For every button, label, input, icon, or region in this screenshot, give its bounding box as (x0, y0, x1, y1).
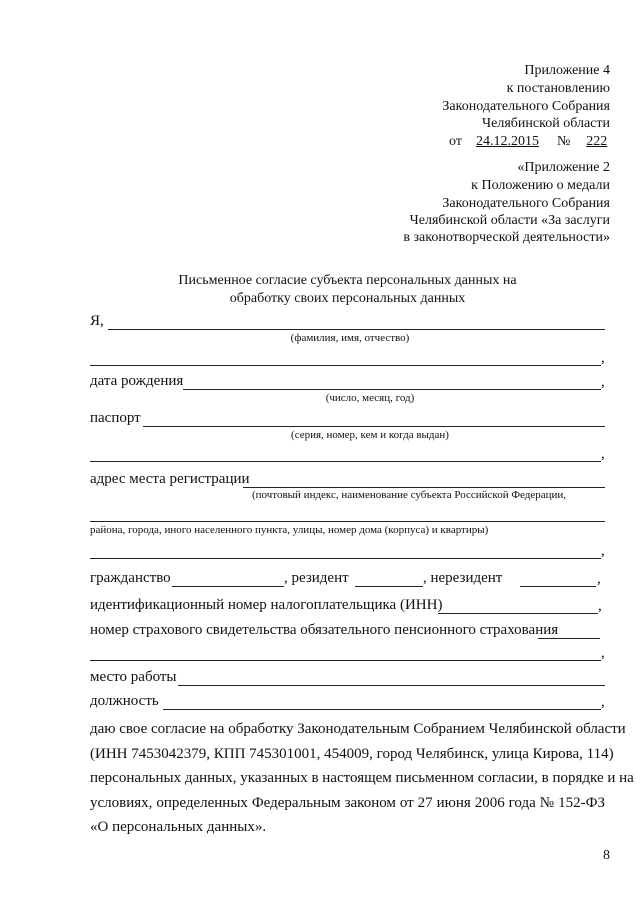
resident-field[interactable] (355, 586, 423, 587)
inn-label: идентификационный номер налогоплательщика (ИНН) (90, 597, 443, 613)
snils-field[interactable] (538, 638, 600, 639)
appendix4-line4: Челябинской области (482, 116, 610, 131)
passport-field[interactable] (143, 426, 605, 427)
snils-continuation-field[interactable] (90, 660, 601, 661)
from-label: от (449, 134, 462, 149)
citizenship-field[interactable] (172, 586, 284, 587)
birth-date-label: дата рождения (90, 373, 184, 389)
i-label: Я, (90, 313, 104, 329)
nonresident-label: , нерезидент (423, 570, 503, 586)
consent-line-1: даю свое согласие на обработку Законодательным Собранием Челябинской области (90, 721, 626, 737)
comma: , (601, 374, 605, 390)
address-continuation-field-2[interactable] (90, 558, 601, 559)
address-continuation-field[interactable] (90, 521, 605, 522)
address-hint-2: района, города, иного населенного пункта, улицы, номер дома (корпуса) и квартиры) (90, 524, 489, 536)
number-label: № (556, 134, 571, 149)
passport-continuation-field[interactable] (90, 461, 601, 462)
resolution-date: 24.12.2015 (475, 134, 539, 149)
page-number: 8 (603, 848, 610, 863)
passport-hint: (серия, номер, кем и когда выдан) (291, 429, 449, 441)
consent-paragraph (90, 717, 634, 840)
comma: , (601, 645, 605, 661)
workplace-label: место работы (90, 669, 177, 685)
resolution-number: 222 (586, 134, 608, 149)
position-field[interactable] (163, 709, 601, 710)
nonresident-field[interactable] (520, 586, 596, 587)
appendix4-title: Приложение 4 (524, 63, 610, 78)
snils-label: номер страхового свидетельства обязательного пенсионного страхования (90, 622, 559, 638)
document-title-line1: Письменное согласие субъекта персональных данных на (178, 273, 517, 288)
address-hint-1: (почтовый индекс, наименование субъекта Российской Федерации, (252, 489, 567, 501)
comma: , (601, 543, 605, 559)
address-label: адрес места регистрации (90, 471, 250, 487)
appendix4-line2: к постановлению (506, 81, 610, 96)
consent-line-2: (ИНН 7453042379, КПП 745301001, 454009, город Челябинск, улица Кирова, 114) (90, 745, 614, 762)
appendix4-line3: Законодательного Собрания (442, 99, 610, 114)
appendix2-title: «Приложение 2 (517, 160, 610, 175)
resident-label: , резидент (284, 570, 349, 586)
passport-label: паспорт (90, 410, 141, 426)
appendix2-line5: в законотворческой деятельности» (403, 230, 610, 245)
position-label: должность (90, 693, 159, 709)
appendix2-line2: к Положению о медали (471, 178, 610, 193)
comma: , (598, 598, 602, 614)
comma: , (601, 446, 605, 462)
comma: , (597, 571, 601, 587)
appendix2-line3: Законодательного Собрания (442, 196, 610, 211)
appendix4-date-row (449, 134, 616, 150)
appendix2-line4: Челябинской области «За заслуги (409, 213, 610, 228)
birth-date-field[interactable] (183, 389, 601, 390)
inn-field[interactable] (438, 613, 598, 614)
fio-continuation-field[interactable] (90, 365, 601, 366)
fio-field[interactable] (108, 329, 605, 330)
birth-date-hint: (число, месяц, год) (325, 392, 415, 404)
comma: , (601, 694, 605, 710)
document-title-line2: обработку своих персональных данных (229, 291, 466, 306)
citizenship-label: гражданство (90, 570, 171, 586)
consent-line-3: персональных данных, указанных в настоящем письменном согласии, в порядке и на (90, 770, 634, 787)
consent-line-5: «О персональных данных». (90, 819, 267, 836)
consent-line-4: условиях, определенных Федеральным законом от 27 июня 2006 года № 152-ФЗ (90, 794, 605, 811)
comma: , (601, 350, 605, 366)
address-field[interactable] (243, 487, 605, 488)
fio-hint: (фамилия, имя, отчество) (290, 332, 410, 344)
workplace-field[interactable] (178, 685, 605, 686)
